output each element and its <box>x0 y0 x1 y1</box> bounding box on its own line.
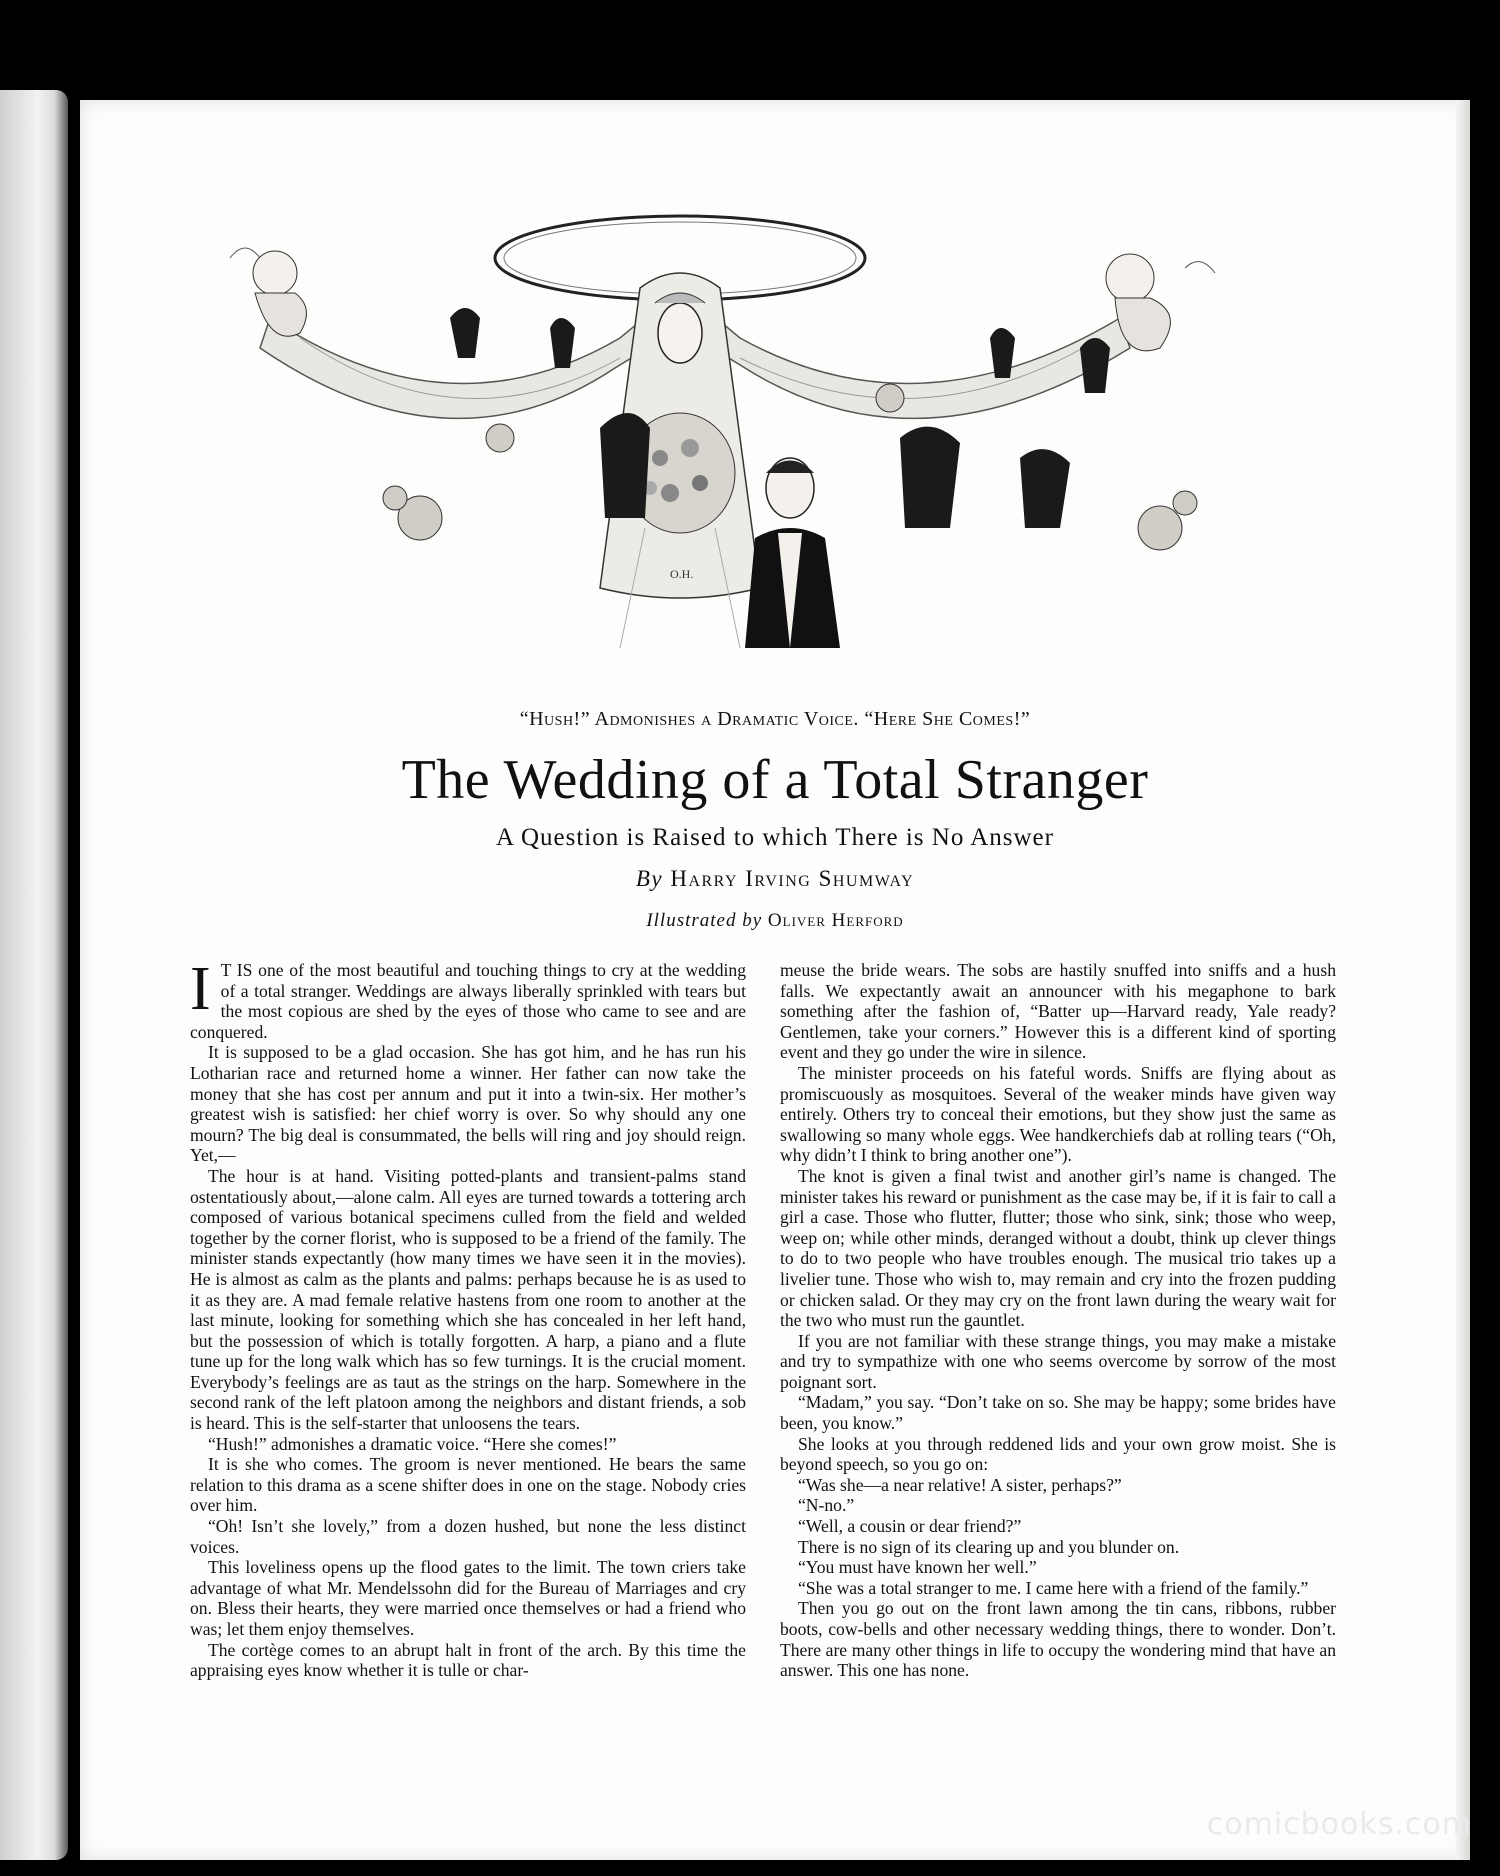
paragraph: Then you go out on the front lawn among the tin cans, ribbons, rubber boots, cow-bells and other necessary wedding things, there to wonder. Don’t. There are many other things in life to occupy the wondering mind that have an answer. This one has none. <box>780 1598 1336 1681</box>
groom-figure <box>745 458 840 648</box>
paragraph: “You must have known her well.” <box>798 1557 1037 1578</box>
text-column-left <box>190 955 746 1681</box>
article-subtitle: A Question is Raised to which There is No Answer <box>496 824 1054 851</box>
previous-page-edge <box>0 90 68 1860</box>
illustrator-credit <box>80 910 1470 932</box>
paragraph: I T IS one of the most beautiful and touching things to cry at the wedding of a total stranger. Weddings are always liberally sprinkled with tears but the most copious are shed by the eyes of those who came to see and are conquered. <box>190 955 746 1042</box>
paragraph: The knot is given a final twist and another girl’s name is changed. The minister takes his reward or punishment as the case may be, if it is fair to call a girl a case. Those who flutter, flutter; those who sink, sink; those who weep, weep on; while other minds, deranged without a doubt, think up clever things to do to two people who have troubles enough. The musical trio takes up a livelier tune. Those who wish to, may remain and cry into the frozen pudding or chicken salad. Or they may cry on the front lawn during the weary wait for the two who must run the gauntlet. <box>780 1165 1336 1331</box>
site-watermark: comicbooks.com <box>1206 1807 1472 1842</box>
paragraph: The hour is at hand. Visiting potted-plants and transient-palms stand ostentatiously about,—alone calm. All eyes are turned towards a tottering arch composed of various botanical specimens culled from the field and welded together by the corner florist, who is supposed to be a friend of the family. The minister stands expectantly (how many times we have seen it in the movies). He is almost as calm as the plants and palms: perhaps because he is as used to it as they are. A mad female relative hastens from one room to another at the last minute, looking for something which she has concealed in her left hand, but the possession of which is totally forgotten. A harp, a piano and a flute tune up for the long walk which has so few turnings. It is the crucial moment. Everybody’s feelings are as taut as the strings on the harp. Somewhere in the second rank of the left platoon among the neighbors and distant friends, a sob is heard. This is the self-starter that unloosens the tears. <box>190 1165 746 1434</box>
magazine-page <box>80 100 1470 1860</box>
left-cherub <box>230 248 306 336</box>
illustrator-prefix: Illustrated by <box>646 910 763 931</box>
paragraph: This loveliness opens up the flood gates to the limit. The town criers take advantage of what Mr. Mendelssohn did for the Bureau of Marriages and cry on. Bless their hearts, they were married once themselves or had a friend who was; let them enjoy themselves. <box>190 1557 746 1639</box>
paragraph: “N-no.” <box>798 1495 855 1516</box>
paragraph: The minister proceeds on his fateful words. Sniffs are flying about as promiscuously as mosquitoes. Several of the weaker minds have given way entirely. Others try to conceal their emotions, but they show just the same as swallowing so many whole eggs. Wee handkerchiefs dab at rolling tears (“Oh, why didn’t I think to bring another one”). <box>780 1062 1336 1166</box>
paragraph: She looks at you through reddened lids and your own grow moist. She is beyond speech, so you go on: <box>780 1433 1336 1475</box>
paragraph: “Oh! Isn’t she lovely,” from a dozen hushed, but none the less distinct voices. <box>190 1516 746 1557</box>
article-title: The Wedding of a Total Stranger <box>401 749 1149 811</box>
paragraph: The cortège comes to an abrupt halt in front of the arch. By this time the appraising eyes know whether it is tulle or char- <box>190 1639 746 1681</box>
illustration-caption: “Hush!” Admonishes a Dramatic Voice. “Here She Comes!” <box>519 708 1031 730</box>
paragraph: If you are not familiar with these strange things, you may make a mistake and try to sympathize with one who seems overcome by sorrow of the most poignant sort. <box>780 1330 1336 1392</box>
byline-prefix: By <box>635 866 664 891</box>
text-column-right <box>780 960 1336 1681</box>
paragraph: “Madam,” you say. “Don’t take on so. She may be happy; some brides have been, you know.” <box>780 1392 1336 1434</box>
paragraph: “Was she—a near relative! A sister, perhaps?” <box>798 1474 1122 1495</box>
paragraph: “Hush!” admonishes a dramatic voice. “Here she comes!” <box>208 1433 617 1454</box>
illustrator-name: Oliver Herford <box>767 910 904 931</box>
paragraph: “She was a total stranger to me. I came here with a friend of the family.” <box>798 1577 1309 1598</box>
wedding-illustration <box>200 198 1350 698</box>
author-name: Harry Irving Shumway <box>670 866 915 891</box>
author-byline <box>80 866 1470 892</box>
paragraph: meuse the bride wears. The sobs are hastily snuffed into sniffs and a hush falls. We expectantly await an announcer with his megaphone to bark something after the fashion of, “Batter up—Harvard ready, Yale ready? Gentlemen, take your corners.” However this is a different kind of sporting event and they go under the wire in silence. <box>780 960 1336 1063</box>
paragraph: “Well, a cousin or dear friend?” <box>798 1516 1022 1537</box>
page-binding-edge <box>1456 100 1470 1860</box>
paragraph: It is supposed to be a glad occasion. She has got him, and he has run his Lotharian race and returned home a winner. Her father can now take the money that she has cost per annum and put it into a twin-six. Her mother’s greatest wish is satisfied: her chief worry is over. So why should any one mourn? The big deal is consummated, the bells will ring and joy should reign. Yet,— <box>190 1042 746 1166</box>
drop-cap: I <box>190 955 211 1023</box>
paragraph: There is no sign of its clearing up and you blunder on. <box>798 1536 1180 1557</box>
paragraph: It is she who comes. The groom is never mentioned. He bears the same relation to this drama as a scene shifter does in one on the stage. Nobody cries over him. <box>190 1454 746 1516</box>
artist-signature: O.H. <box>670 567 694 581</box>
